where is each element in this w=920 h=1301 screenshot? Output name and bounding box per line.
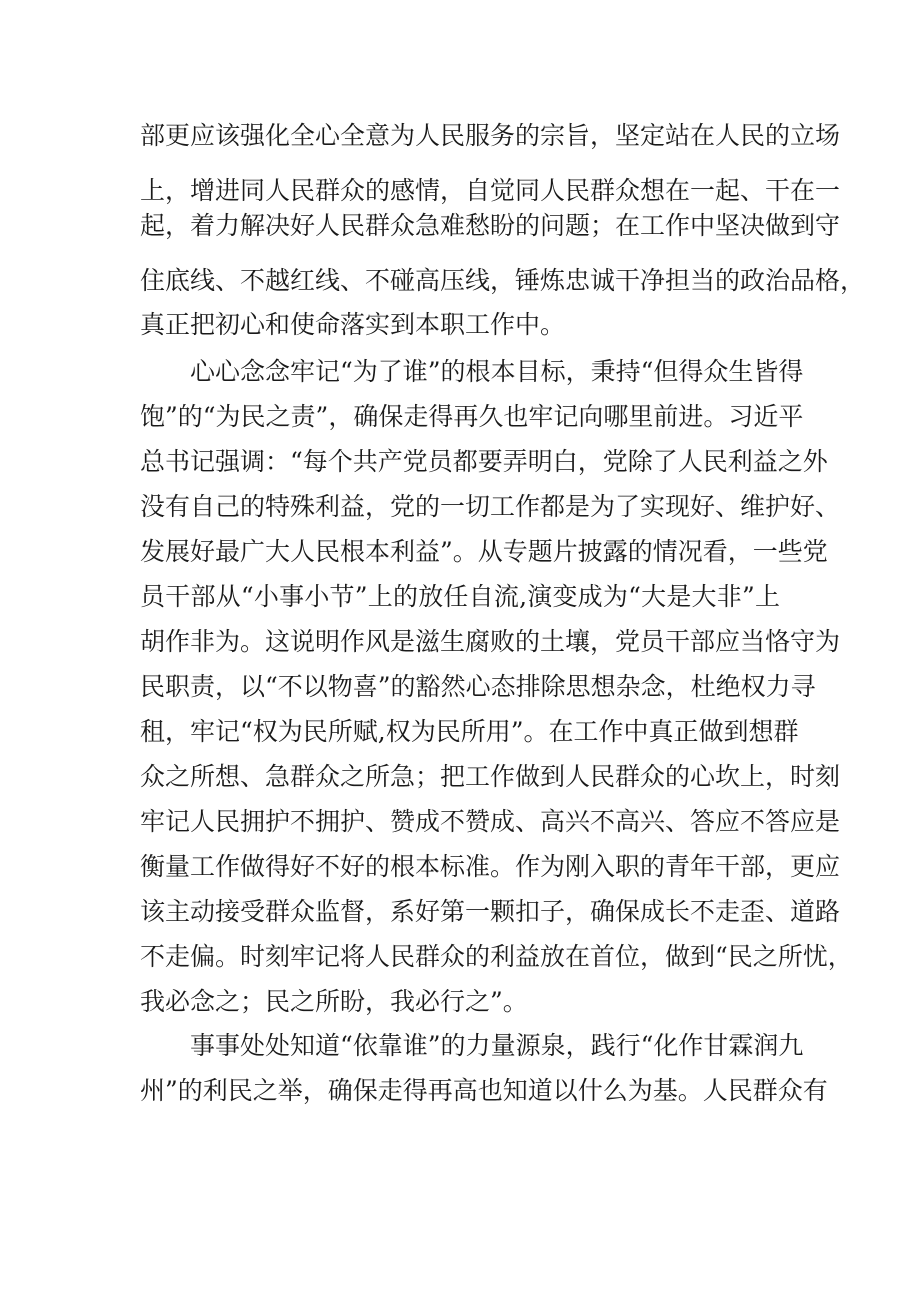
text-line: 发展好最广大人民根本利益”。从专题片披露的情况看，一些党 — [140, 537, 828, 566]
text-line: 民职责，以“不以物喜”的豁然心态排除思想杂念，杜绝权力寻 — [140, 672, 816, 701]
text-line: 该主动接受群众监督，系好第一颗扣子，确保成长不走歪、道路 — [140, 897, 841, 926]
text-line: 总书记强调：“每个共产党员都要弄明白，党除了人民利益之外 — [140, 447, 828, 476]
text-line: 不走偏。时刻牢记将人民群众的利益放在首位，做到“民之所忧， — [140, 942, 853, 971]
text-line: 真正把初心和使命落实到本职工作中。 — [140, 310, 566, 339]
text-line: 州”的利民之举，确保走得再高也知道以什么为基。人民群众有 — [140, 1076, 828, 1105]
paragraph-start-line: 事事处处知道“依靠谁”的力量源泉，践行“化作甘霖润九 — [190, 1031, 804, 1060]
text-line: 租，牢记“权为民所赋,权为民所用”。在工作中真正做到想群 — [140, 717, 799, 746]
text-line: 饱”的“为民之责”，确保走得再久也牢记向哪里前进。习近平 — [140, 402, 804, 431]
text-line: 牢记人民拥护不拥护、赞成不赞成、高兴不高兴、答应不答应是 — [140, 807, 841, 836]
text-line: 衡量工作做得好不好的根本标准。作为刚入职的青年干部，更应 — [140, 852, 841, 881]
text-line: 众之所想、急群众之所急；把工作做到人民群众的心坎上，时刻 — [140, 762, 841, 791]
text-line: 我必念之；民之所盼，我必行之”。 — [140, 987, 528, 1016]
paragraph-start-line: 心心念念牢记“为了谁”的根本目标，秉持“但得众生皆得 — [190, 357, 804, 386]
text-line: 员干部从“小事小节”上的放任自流,演变成为“大是大非”上 — [140, 582, 780, 611]
text-line: 部更应该强化全心全意为人民服务的宗旨，坚定站在人民的立场 — [140, 121, 841, 150]
text-line: 上，增进同人民群众的感情，自觉同人民群众想在一起、干在一 — [140, 176, 841, 205]
text-line: 胡作非为。这说明作风是滋生腐败的土壤，党员干部应当恪守为 — [140, 627, 841, 656]
text-line: 起，着力解决好人民群众急难愁盼的问题；在工作中坚决做到守 — [140, 211, 841, 240]
text-line: 住底线、不越红线、不碰高压线，锤炼忠诚干净担当的政治品格， — [140, 266, 866, 295]
text-line: 没有自己的特殊利益，党的一切工作都是为了实现好、维护好、 — [140, 492, 841, 521]
